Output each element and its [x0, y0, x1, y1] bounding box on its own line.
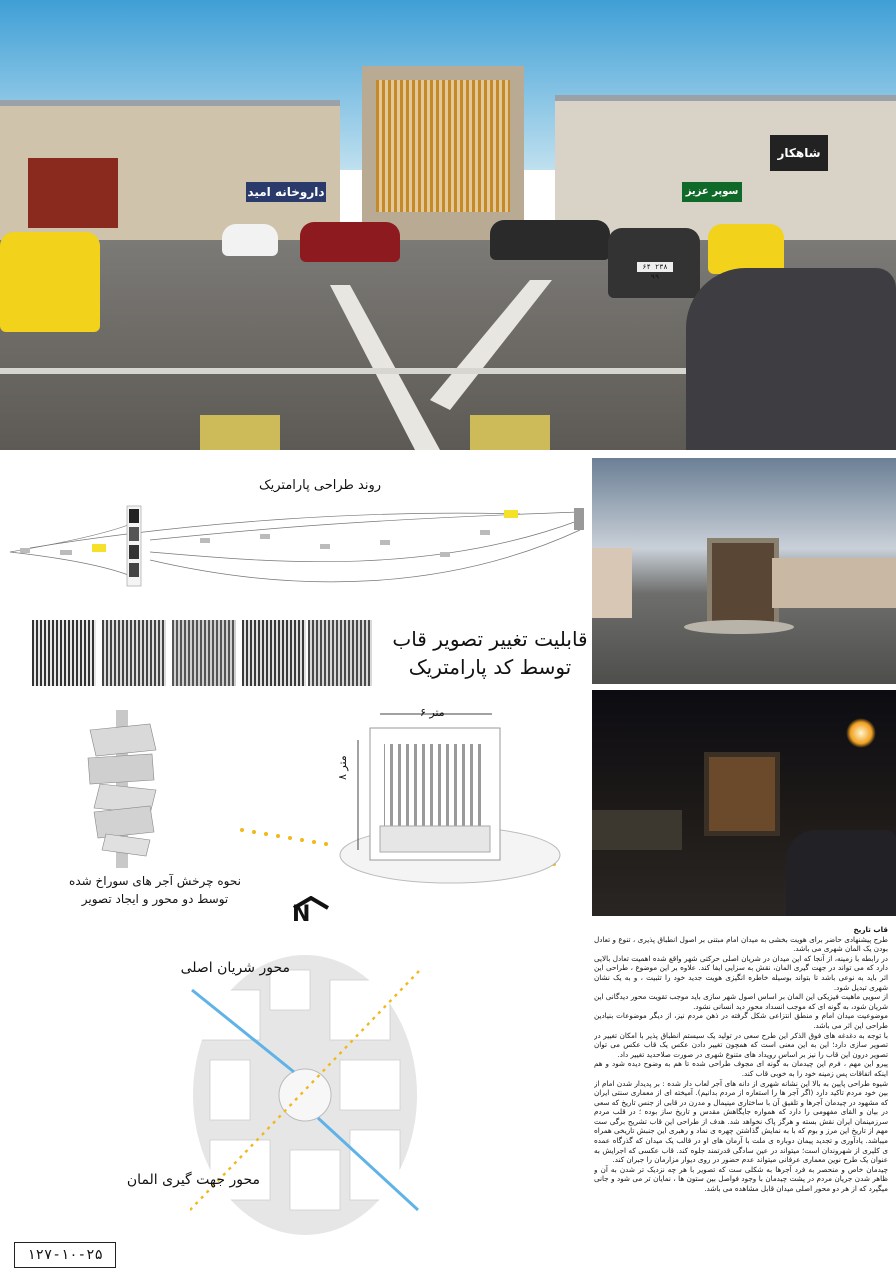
description-paragraph: طرح پیشنهادی حاضر برای هویت بخشی به میدان امام مبتنی بر اصول انطباق پذیری ، تنوع و تعادل بودن یک المان شهری می باشد. [594, 934, 888, 954]
model-bars [384, 744, 486, 826]
description-paragraph: شیوه طراحی پایین به بالا این نشانه شهری از دانه های آجر لعاب دار شده : بر پدیدار شدن امام از بین خود مردم تاکید دارد (اگر آجر ها را استعاره از مردم بدانیم). آمیخته ای از معماری سنتی ایران که مشهود در چیدمان آجرها و تلفیق آن با ساختاری مینیمال و مدرن در قابی از جنس تاریخ که سعی در بیان و القای مفهومی را دارد که همواره جایگاهش مقدس و تاریخ ساز بوده ؛ در قلب مردم سرزمینمان ایران نقش بسته و هرگز پاک نخواهد شد. هدف از طراحی این قاب تشریح برگی ست مهم از تاریخ این مرز و بوم که با به نمایش گذاشتن چهره ی نماد و رهبری این جنبش تاریخی همراه میباشد. یادآوری و تجدید پیمان دوباره ی ملت با آرمان های او در قالب یک میدان که گذرگاه عمده ی کلیری از شهروندان است؛ میتواند در عین سادگی قدرتمند جلوه کند. قاب عکسی که اجرایش به عنوان یک طرح نوین معماری عرفانی میتواند عدم حضور در روی دیوار مزارمان را جبران کند. [594, 1078, 888, 1165]
brick [102, 834, 150, 856]
car-white [222, 224, 278, 256]
portrait-strip [172, 620, 236, 686]
portrait-strip [242, 620, 306, 686]
graph-thumb [129, 563, 139, 577]
brick [94, 806, 154, 838]
frame-caption-line2: توسط کد پارامتریک [408, 655, 572, 679]
road-crosswalk [200, 415, 280, 450]
parametric-graph [0, 500, 590, 595]
dimension-height: ۸ متر [336, 755, 349, 780]
dimension-width: ۶ متر [420, 706, 445, 719]
day-photo-building [592, 548, 632, 618]
description-paragraph: موضوعیت میدان امام و منطق انتزاعی شکل گرفته در ذهن مردم نیز، از دیگر موضوعات بنیادین طراحی این اثر می باشد. [594, 1011, 888, 1030]
north-arrow-icon: N [292, 902, 311, 927]
night-photo-streetlight [846, 718, 876, 748]
license-plate: ۶۴ ۲۳۸ ۹۹ [637, 262, 673, 272]
portrait-variations [32, 620, 372, 686]
artery-axis-label: محور شریان اصلی [180, 960, 290, 976]
brick-caption-line2: توسط دو محور و ایجاد تصویر [81, 892, 229, 906]
monument-model [230, 700, 590, 900]
site-map [190, 950, 420, 1240]
graph-thumb [129, 527, 139, 541]
day-photo [592, 458, 896, 684]
brick-rotation-diagram [60, 710, 170, 870]
frame-caption [390, 625, 590, 681]
car-foreground [686, 268, 896, 450]
banner-left [28, 158, 118, 228]
project-code: ۱۲۷-۱۰-۲۵ [14, 1242, 116, 1268]
parametric-title: روند طراحی پارامتریک [258, 478, 382, 493]
taxi-left [0, 232, 100, 332]
brick [88, 754, 154, 784]
description-paragraph: از سویی ماهیت فیزیکی این المان بر اساس اصول شهر سازی باید موجب تقویت محور دیدگانی این شریان شود، به گونه ای که موجب انسداد محور دید انسانی نشود. [594, 992, 888, 1011]
shop-sign-super: سوپر عزیز [682, 182, 742, 202]
description-paragraph: با توجه به دغدغه های فوق الذکر این طرح سعی در تولید یک سیستم انطباق پذیر با امکان تغییر در تصویر سازی دارد؛ این به این معنی است که همچون تغییر دادن عکس یک قاب عکس می توان تصویر درون این قاب را نیز بر اساس رویداد های متنوع شهری در صورت صلاحدید تغییر داد. [594, 1030, 888, 1059]
description-paragraph: چیدمان خاص و منحصر به فرد آجرها به شکلی ست که تصویر با هر چه نزدیک تر شدن به آن و ظاهر شدن جریان مردم در پشت چیدمان با وجود فواصل بین ستون ها ، نمایان تر می شود و جانی میگیرد که از هر دو محور اصلی میدان قابل مشاهده می باشد. [594, 1164, 888, 1194]
day-photo-plinth [684, 620, 794, 634]
brick [90, 724, 156, 756]
map-roundabout [279, 1069, 331, 1121]
day-photo-building [772, 558, 896, 608]
car-dark [490, 220, 610, 260]
brick-caption-line1: نحوه چرخش آجر های سوراخ شده [69, 874, 241, 888]
taxi-right [708, 224, 784, 274]
frame-caption-line1: قابلیت تغییر تصویر قاب [392, 627, 588, 651]
model-base [380, 826, 490, 852]
portrait-strip [102, 620, 166, 686]
description-heading: قاب تاریخ [853, 925, 888, 934]
description-paragraph: پیرو این مهم ، فرم این چیدمان به گونه ای مجوف طراحی شده تا هم به وضوح دیده شود و هم اینکه اتفاقات پس زمینه خود را به خوبی قاب کند. [594, 1059, 888, 1078]
road-line [430, 280, 552, 410]
alman-axis-label: محور جهت گیری المان [126, 1172, 260, 1188]
day-photo-monument [707, 538, 779, 628]
shop-sign-pharmacy: داروخانه امید [246, 182, 326, 202]
road-line [330, 285, 440, 450]
brick-caption [60, 872, 250, 908]
graph-node-yellow [92, 544, 106, 552]
graph-node-yellow [504, 510, 518, 518]
night-photo [592, 690, 896, 916]
hero-photo [0, 0, 896, 450]
night-photo-car [786, 830, 896, 916]
shop-sign-shahkar: شاهکار [770, 135, 828, 171]
portrait-strip [32, 620, 96, 686]
graph-thumb [129, 545, 139, 559]
monument-image [376, 80, 510, 212]
portrait-strip [308, 620, 372, 686]
night-photo-monument [704, 752, 780, 836]
north-chevron-icon [286, 896, 336, 910]
road-crosswalk [470, 415, 550, 450]
car-red [300, 222, 400, 262]
night-photo-shops [592, 810, 682, 850]
description-text [594, 925, 888, 1255]
graph-thumb [129, 509, 139, 523]
description-paragraph: در رابطه با زمینه، از آنجا که این میدان در شریان اصلی حرکتی شهر واقع شده اهمیت تعادل بالایی دارد که می تواند در جهت گیری المان، نقش به سزایی ایفا کند. علاوه بر این موضوع ، طراحی این اثر باید به نوعی باشد تا بتواند بوسیله خاطره انگیزی هویت جدید خود را تثبیت ، و به یک نشان شهری تبدیل شود. [594, 953, 888, 992]
